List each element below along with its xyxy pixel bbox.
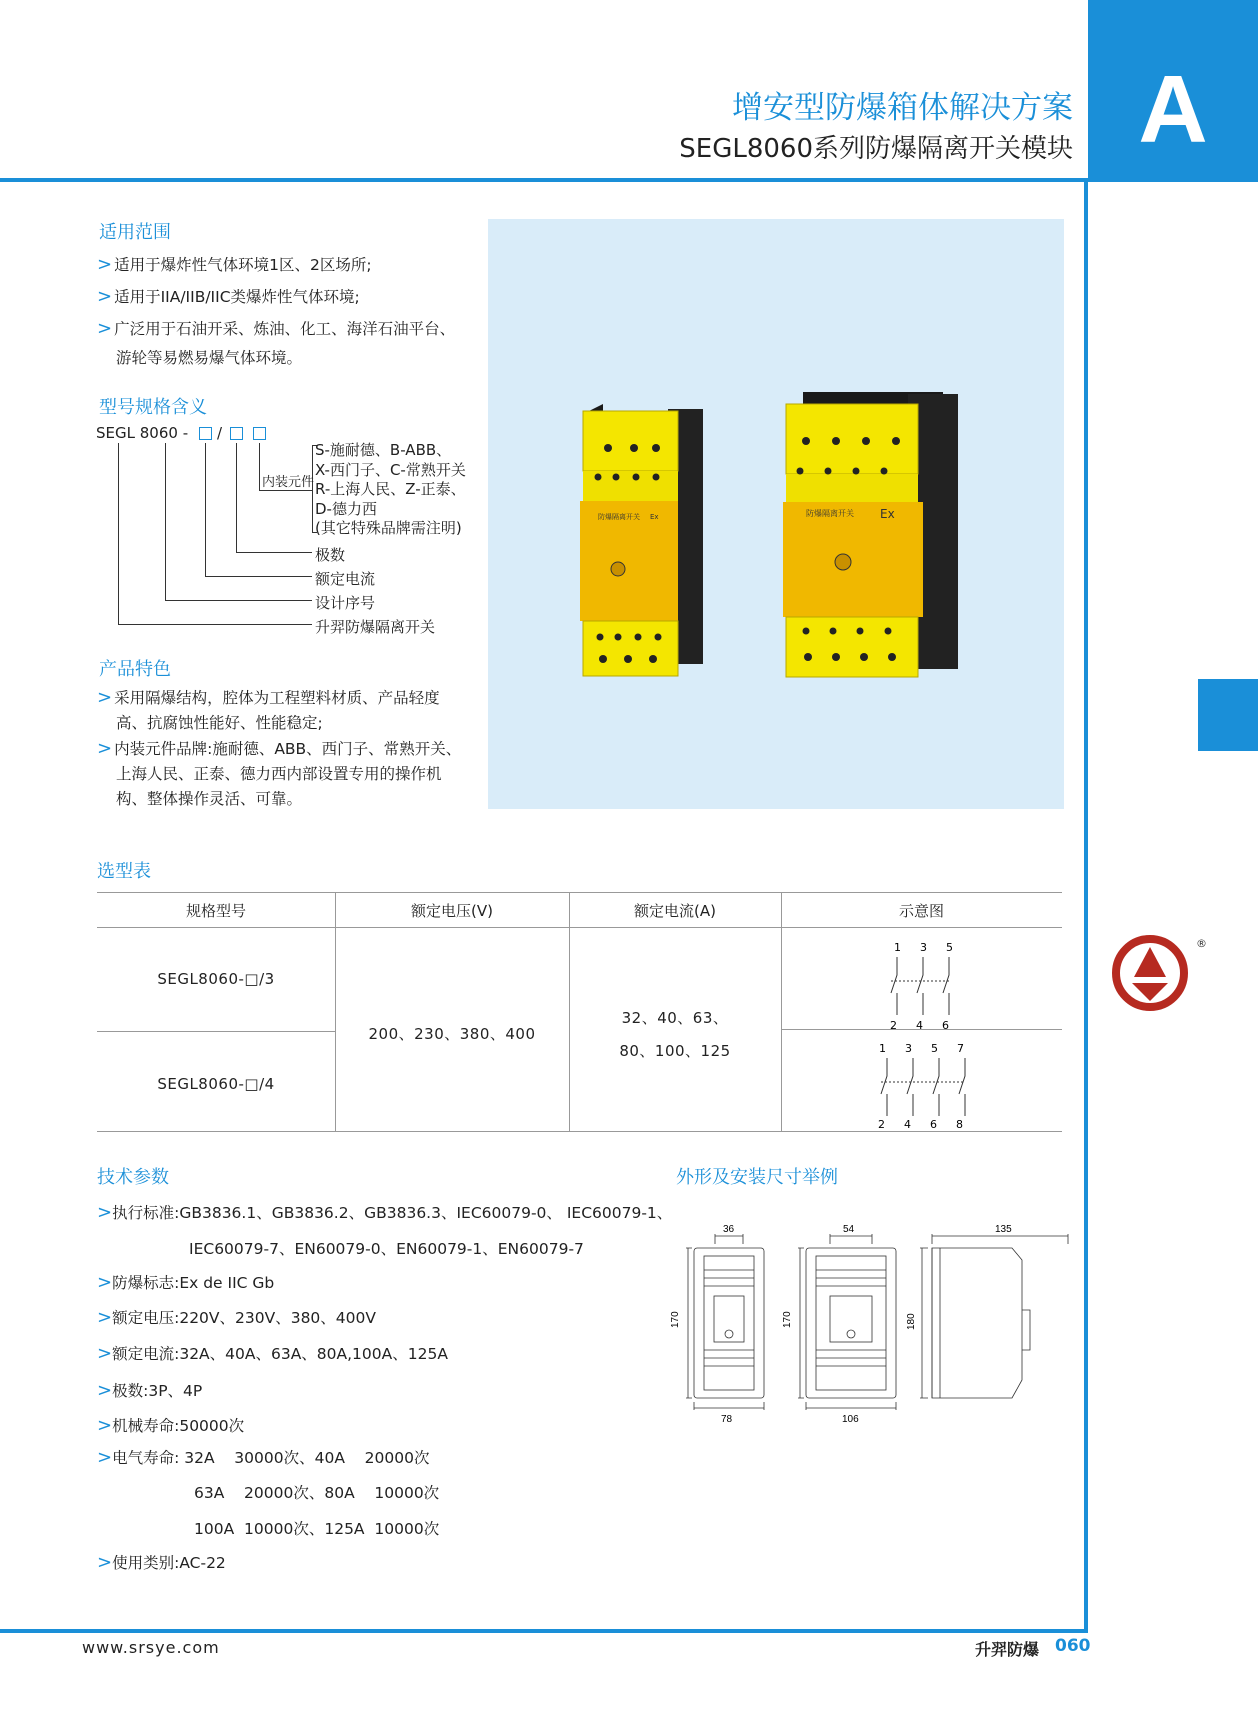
code-box-poles: [230, 427, 243, 440]
right-border: [1084, 178, 1088, 1633]
connector-line: [118, 443, 119, 625]
current-label: 额定电流: [315, 570, 376, 588]
tech-item: >执行标准:GB3836.1、GB3836.2、GB3836.3、IEC60079-0、 IEC60079-1、: [97, 1202, 673, 1223]
scope-list: [97, 250, 455, 373]
header-divider: [0, 178, 1088, 182]
dim-height-1: 170: [670, 1311, 681, 1328]
module-label: 防爆隔离开关: [598, 513, 640, 521]
code-box-current: [199, 427, 212, 440]
brand-logo: [1112, 933, 1207, 1013]
header-diagram: 示意图: [898, 902, 944, 920]
page-title: 增安型防爆箱体解决方案: [732, 90, 1073, 126]
tech-item: >使用类别:AC-22: [97, 1552, 226, 1573]
svg-text:5: 5: [946, 941, 953, 954]
connector-line: [236, 552, 312, 553]
list-item: 游轮等易燃易爆气体环境。: [116, 349, 303, 367]
tech-item: 100A 10000次、125A 10000次: [194, 1520, 440, 1538]
tech-heading: 技术参数: [97, 1167, 169, 1188]
code-box-brand: [253, 427, 266, 440]
tech-item: >机械寿命:50000次: [97, 1415, 245, 1436]
selection-table: [97, 892, 1062, 1132]
list-item: > 采用隔爆结构，腔体为工程塑料材质、产品轻度: [97, 687, 440, 708]
current-cell-2: 80、100、125: [619, 1042, 731, 1060]
list-item: > 内装元件品牌:施耐德、ABB、西门子、常熟开关、: [97, 738, 462, 759]
list-item: > 适用于IIA/IIB/IIC类爆炸性气体环境;: [97, 286, 360, 307]
dim-base-1: 78: [721, 1414, 733, 1425]
header-current: 额定电流(A): [634, 902, 716, 920]
section-letter: A: [1138, 56, 1208, 163]
svg-text:4: 4: [904, 1118, 911, 1131]
connector-line: [165, 600, 312, 601]
inner-component-label: 内装元件: [262, 475, 315, 490]
page-subtitle: SEGL8060系列防爆隔离开关模块: [679, 134, 1073, 164]
table-row: SEGL8060-□/3: [157, 970, 275, 988]
tech-item: >防爆标志:Ex de IIC Gb: [97, 1272, 275, 1293]
svg-text:Ex: Ex: [880, 507, 895, 521]
table-row: SEGL8060-□/4: [157, 1075, 275, 1093]
list-item: > 适用于爆炸性气体环境1区、2区场所;: [97, 254, 372, 275]
connector-line: [236, 443, 237, 553]
dim-width-2: 54: [843, 1224, 855, 1235]
list-item: > 广泛用于石油开采、炼油、化工、海洋石油平台、: [97, 318, 456, 339]
connector-line: [118, 624, 312, 625]
features-list: [97, 685, 461, 812]
svg-text:Ex: Ex: [650, 513, 659, 521]
tech-item: IEC60079-7、EN60079-0、EN60079-1、EN60079-7: [189, 1240, 584, 1258]
module-label: 防爆隔离开关: [806, 509, 854, 518]
dim-height-2: 170: [782, 1311, 793, 1328]
section-letter-block: [1088, 0, 1258, 182]
product-photo: [488, 219, 1064, 809]
svg-text:7: 7: [957, 1042, 964, 1055]
features-heading: 产品特色: [99, 659, 171, 680]
list-item: 上海人民、正泰、德力西内部设置专用的操作机: [116, 765, 442, 783]
connector-line: [259, 443, 260, 491]
current-cell-1: 32、40、63、: [621, 1009, 729, 1027]
tech-item: >额定电压:220V、230V、380、400V: [97, 1307, 376, 1328]
svg-text:3: 3: [920, 941, 927, 954]
header-model: 规格型号: [185, 902, 246, 920]
model-code: SEGL 8060 -: [96, 424, 189, 442]
selection-heading: 选型表: [97, 861, 151, 882]
module-3p: [580, 404, 703, 676]
dimensions-heading: 外形及安装尺寸举例: [676, 1167, 838, 1188]
list-item: 高、抗腐蚀性能好、性能稳定;: [116, 714, 323, 732]
svg-text:6: 6: [930, 1118, 937, 1131]
dimension-drawings: [670, 1220, 1070, 1430]
module-4p: [783, 392, 958, 677]
dim-width-1: 36: [723, 1224, 735, 1235]
dim-height-3: 180: [906, 1313, 917, 1330]
schematic-3p: [877, 937, 967, 1032]
dim-width-3: 135: [995, 1224, 1012, 1235]
connector-line: [165, 443, 166, 601]
svg-text:4: 4: [916, 1019, 923, 1032]
tech-item: >电气寿命: 32A 30000次、40A 20000次: [97, 1447, 430, 1468]
svg-text:2: 2: [878, 1118, 885, 1131]
bottom-border: [0, 1629, 1088, 1633]
list-item: 构、整体操作灵活、可靠。: [116, 790, 303, 808]
footer-brand: 升羿防爆: [975, 1640, 1040, 1659]
registered-mark: ®: [1196, 937, 1207, 950]
page-number: 060: [1055, 1636, 1091, 1656]
product-illustration: [488, 219, 1064, 809]
tech-item: >极数:3P、4P: [97, 1380, 203, 1401]
svg-text:1: 1: [879, 1042, 886, 1055]
svg-text:2: 2: [890, 1019, 897, 1032]
header-voltage: 额定电压(V): [411, 902, 493, 920]
svg-text:5: 5: [931, 1042, 938, 1055]
brand-list: S-施耐德、B-ABB、 X-西门子、C-常熟开关 R-上海人民、Z-正泰、 D-德力西 (其它特殊品牌需注明): [315, 441, 466, 537]
svg-text:6: 6: [942, 1019, 949, 1032]
dim-base-2: 106: [842, 1414, 859, 1425]
tech-item: >额定电流:32A、40A、63A、80A,100A、125A: [97, 1343, 448, 1364]
svg-text:8: 8: [956, 1118, 963, 1131]
tech-item: 63A 20000次、80A 10000次: [194, 1484, 440, 1502]
footer-url: www.srsye.com: [82, 1638, 220, 1657]
svg-text:1: 1: [894, 941, 901, 954]
code-slash: /: [217, 424, 223, 442]
scope-heading: 适用范围: [99, 222, 171, 243]
connector-line: [259, 490, 312, 491]
side-tab: [1198, 679, 1258, 751]
connector-line: [205, 576, 312, 577]
voltage-cell: 200、230、380、400: [368, 1025, 536, 1043]
design-label: 设计序号: [315, 594, 376, 612]
model-heading: 型号规格含义: [99, 397, 207, 418]
poles-label: 极数: [315, 546, 346, 564]
svg-text:3: 3: [905, 1042, 912, 1055]
schematic-4p: [867, 1038, 987, 1130]
product-label: 升羿防爆隔离开关: [315, 618, 436, 636]
connector-line: [205, 443, 206, 577]
